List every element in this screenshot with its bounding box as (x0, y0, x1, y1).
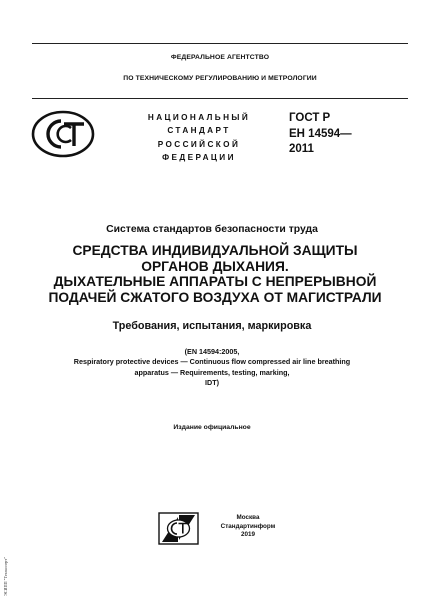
en-reference-line-3: apparatus — Requirements, testing, marking, (134, 367, 290, 377)
designation-line-1: ГОСТ Р (289, 112, 331, 124)
standard-type-line-4: ФЕДЕРАЦИИ (162, 153, 236, 163)
side-note-text: ЭСИПП "Техэксперт" (3, 557, 8, 596)
standards-system-name: Система стандартов безопасности труда (106, 224, 318, 235)
edition-label: Издание официальное (173, 424, 251, 431)
document-title (40, 243, 390, 305)
standard-type-line-2: СТАНДАРТ (167, 126, 231, 136)
agency-line-1: ФЕДЕРАЛЬНОЕ АГЕНТСТВО (170, 54, 270, 61)
designation-line-2: ЕН 14594— (289, 127, 352, 140)
designation-line-3: 2011 (289, 143, 314, 155)
standard-type-line-1: НАЦИОНАЛЬНЫЙ (147, 113, 251, 122)
title-line-2: ОРГАНОВ ДЫХАНИЯ. (141, 258, 289, 274)
publisher-imprint (218, 514, 278, 540)
en-reference (32, 347, 392, 389)
agency-line-2: ПО ТЕХНИЧЕСКОМУ РЕГУЛИРОВАНИЮ И МЕТРОЛОГИИ (123, 75, 317, 82)
en-reference-line-4: IDT) (205, 378, 219, 388)
standard-type (146, 111, 252, 165)
top-divider (32, 43, 408, 44)
standard-type-line-3: РОССИЙСКОЙ (157, 139, 241, 149)
en-reference-line-1: (EN 14594:2005, (184, 347, 240, 356)
imprint-publisher: Стандартинформ (220, 522, 276, 530)
imprint-city: Москва (236, 514, 260, 521)
en-reference-line-2: Respiratory protective devices — Continuous flow compressed air line breathing (73, 357, 351, 367)
imprint-year: 2019 (240, 531, 255, 539)
title-line-4: ПОДАЧЕЙ СЖАТОГО ВОЗДУХА ОТ МАГИСТРАЛИ (48, 289, 382, 305)
document-subtitle: Требования, испытания, маркировка (112, 320, 312, 332)
gost-r-mark-icon (31, 110, 95, 158)
header-divider (32, 98, 408, 99)
title-line-3: ДЫХАТЕЛЬНЫЕ АППАРАТЫ С НЕПРЕРЫВНОЙ (53, 274, 377, 290)
title-line-1: СРЕДСТВА ИНДИВИДУАЛЬНОЙ ЗАЩИТЫ (72, 243, 358, 258)
side-watermark-note (2, 548, 12, 596)
standard-designation (289, 111, 352, 158)
standartinform-logo-icon (158, 512, 199, 545)
